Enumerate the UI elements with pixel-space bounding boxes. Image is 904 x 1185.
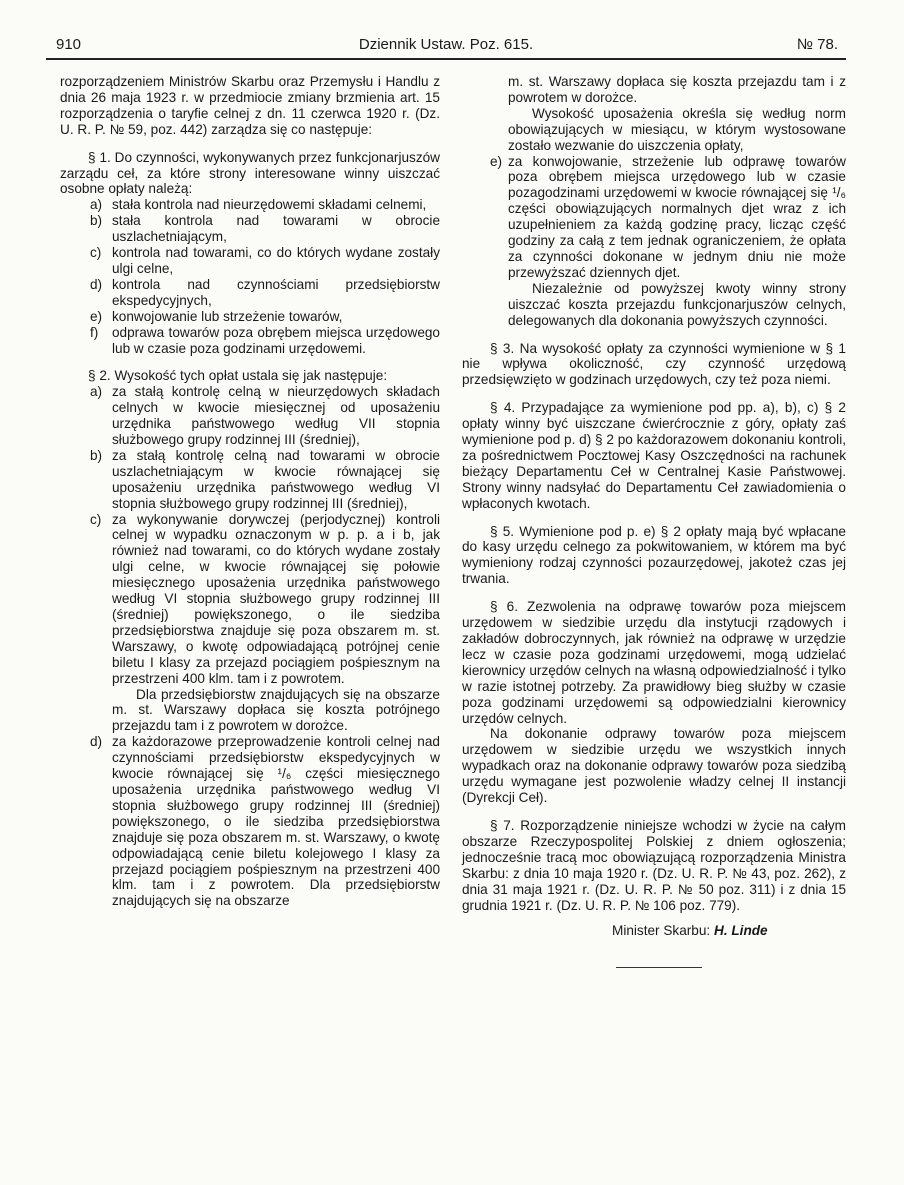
- section-2: § 2. Wysokość tych opłat ustala się jak następuje:: [88, 368, 388, 384]
- list-item: f) odprawa towarów poza obrębem miejsca urzędowego lub w czasie poza godzinami urzędowemi.: [90, 324, 440, 356]
- list-item: a) za stałą kontrolę celną w nieurzędowych składach celnych w kwocie miesięcznej od uposażeniu urzędnika państwowego według VII stopnia służbowego grupy rodzinnej III (średniej),: [90, 384, 440, 448]
- section-1: § 1. Do czynności, wykonywanych przez funkcjonarjuszów zarządu ceł, za które strony interesowane winny uiszczać osobne opłaty należą:: [60, 149, 440, 197]
- list-item-note: Wysokość uposażenia określa się według norm obowiązujących w miesiącu, w którym wystosowane zostało wezwanie do uiszczenia opłaty,: [508, 105, 846, 153]
- list-item: a) stała kontrola nad nieurzędowemi składami celnemi,: [90, 197, 427, 213]
- left-column: [60, 74, 440, 909]
- page-number: 910: [56, 36, 82, 53]
- end-rule: [616, 967, 702, 968]
- section-6: § 6. Zezwolenia na odprawę towarów poza miejscem urzędowem w siedzibie urzędu dla instytucji rządowych i zakładów dobroczynnych, jak również na odprawę w urzędzie lecz w czasie poza godzinami urzędowemi, mogą udzielać kierownicy urzędów celnych na własną odpowiedzialność i tylko w razie istotnej potrzeby. Za prawidłowy bieg służby w czasie poza godzinami urzędowemi są odpowiedzialni kierownicy urzędów celnych.: [462, 599, 846, 726]
- list-item: d) za każdorazowe przeprowadzenie kontroli celnej nad czynnościami przedsiębiorstw ekspedycyjnych w kwocie równającej się ¹/₆ części miesięcznego uposażenia urzędnika państwowego według VI stopnia służbowego grupy rodzinnej III (średniej) powiększonego, o ile siedziba przedsiębiorstwa znajduje się poza obszarem m. st. Warszawy, o kwotę odpowiadającą cenie biletu kolejowego I klasy za przejazd pociągiem pośpiesznym na przestrzeni 400 klm. tam i z powrotem. Dla przedsiębiorstw znajdujących się na obszarze: [90, 734, 440, 909]
- list-item: e) konwojowanie lub strzeżenie towarów,: [90, 308, 343, 324]
- issue-number: № 78.: [796, 36, 838, 53]
- page-header: [46, 36, 846, 60]
- list-item-note: Dla przedsiębiorstw znajdujących się na obszarze m. st. Warszawy dopłaca się koszta potrójnego przejazdu tam i z powrotem w dorożce.: [112, 686, 440, 734]
- right-column: [462, 74, 846, 968]
- signature-name: H. Linde: [714, 923, 768, 939]
- intro-paragraph: rozporządzeniem Ministrów Skarbu oraz Przemysłu i Handlu z dnia 26 maja 1923 r. w przedmiocie zmiany brzmienia art. 15 rozporządzenia o taryfie celnej z dn. 11 czerwca 1920 r. (Dz. U. R. P. № 59, poz. 442) zarządza się co następuje:: [60, 74, 440, 137]
- list-item: d) kontrola nad czynnościami przedsiębiorstw ekspedycyjnych,: [90, 276, 440, 308]
- section-4: § 4. Przypadające za wymienione pod pp. a), b), c) § 2 opłaty winny być uiszczane ćwierćrocznie z góry, opłaty zaś wymienione pod p. d) § 2 po każdorazowem dokonaniu kontroli, za pośrednictwem Pocztowej Kasy Oszczędności na rachunek bieżący Departamentu Ceł w Centralnej Kasie Państwowej. Strony winny nadsyłać do Departamentu Ceł zawiadomienia o wpłaconych kwotach.: [462, 400, 846, 511]
- list-item: b) stała kontrola nad towarami w obrocie uszlachetniającym,: [90, 213, 440, 245]
- signature: [462, 923, 846, 939]
- section-6-note: Na dokonanie odprawy towarów poza miejscem urzędowem w siedzibie urzędu we wszystkich innych wypadkach oraz na dokonanie odprawy towarów poza siedzibą urzędu wymagane jest pozwolenie władzy celnej II instancji (Dyrekcji Ceł).: [462, 726, 846, 806]
- list-item: b) za stałą kontrolę celną nad towarami w obrocie uszlachetniającym w kwocie równającej się uposażeniu urzędnika państwowego według VI stopnia służbowego grupy rodzinnej III (średniej),: [90, 447, 440, 511]
- section-3: § 3. Na wysokość opłaty za czynności wymienione w § 1 nie wpływa okoliczność, czy czynność urzędową przedsięwzięto w godzinach urzędowych, czy też poza niemi.: [462, 340, 846, 388]
- list-item: c) kontrola nad towarami, co do których wydane zostały ulgi celne,: [90, 245, 440, 276]
- signature-label: Minister Skarbu:: [612, 923, 711, 939]
- section-5: § 5. Wymienione pod p. e) § 2 opłaty mają być wpłacane do kasy urzędu celnego za pokwitowaniem, w którem ma być wymieniony rodzaj czynności pozaurzędowej, jakoteż czas jej trwania.: [462, 523, 846, 587]
- list-item: c) za wykonywanie dorywczej (perjodycznej) kontroli celnej w wypadku oznaczonym w p. p. a i b, jak również nad towarami, co do których wydane zostały ulgi celne, w kwocie równającej się połowie miesięcznego uposażenia urzędnika państwowego według VI stopnia służbowego grupy rodzinnej III (średniej) powiększonego, o ile siedziba przedsiębiorstwa znajduje się poza obszarem m. st. Warszawy, o kwotę odpowiadającą potrójnej cenie biletu I klasy za przejazd pociągiem pośpiesznym na przestrzeni 400 klm. tam i z powrotem.: [90, 511, 440, 686]
- section-7: § 7. Rozporządzenie niniejsze wchodzi w życie na całym obszarze Rzeczypospolitej Polskiej z dniem ogłoszenia; jednocześnie tracą moc obowiązującą rozporządzenia Ministra Skarbu: z dnia 10 maja 1920 r. (Dz. U. R. P. № 43, poz. 262), z dnia 31 maja 1921 r. (Dz. U. R. P. № 50 poz. 311) i z dnia 15 grudnia 1921 r. (Dz. U. R. P. № 106 poz. 779).: [462, 817, 846, 913]
- list-item: e) za konwojowanie, strzeżenie lub odprawę towarów poza obrębem miejsca urzędowego lub w czasie pozagodzinami urzędowemi w kwocie równającej się ¹/₆ części obowiązujących normalnych djet wraz z ich uzupełnieniem za każdą godzinę pracy, licząc część godziny za całą z tem jednak ograniczeniem, że opłata za czynności dokonane w jednym dniu nie może przewyższać dziennych djet.: [490, 153, 846, 280]
- journal-title: Dziennik Ustaw. Poz. 615.: [358, 36, 534, 53]
- list-item-note: Niezależnie od powyższej kwoty winny strony uiszczać koszta przejazdu funkcjonarjuszów celnych, delegowanych dla dokonania powyższych czynności.: [508, 280, 846, 328]
- list-item-continuation: m. st. Warszawy dopłaca się koszta przejazdu tam i z powrotem w dorożce.: [508, 74, 846, 105]
